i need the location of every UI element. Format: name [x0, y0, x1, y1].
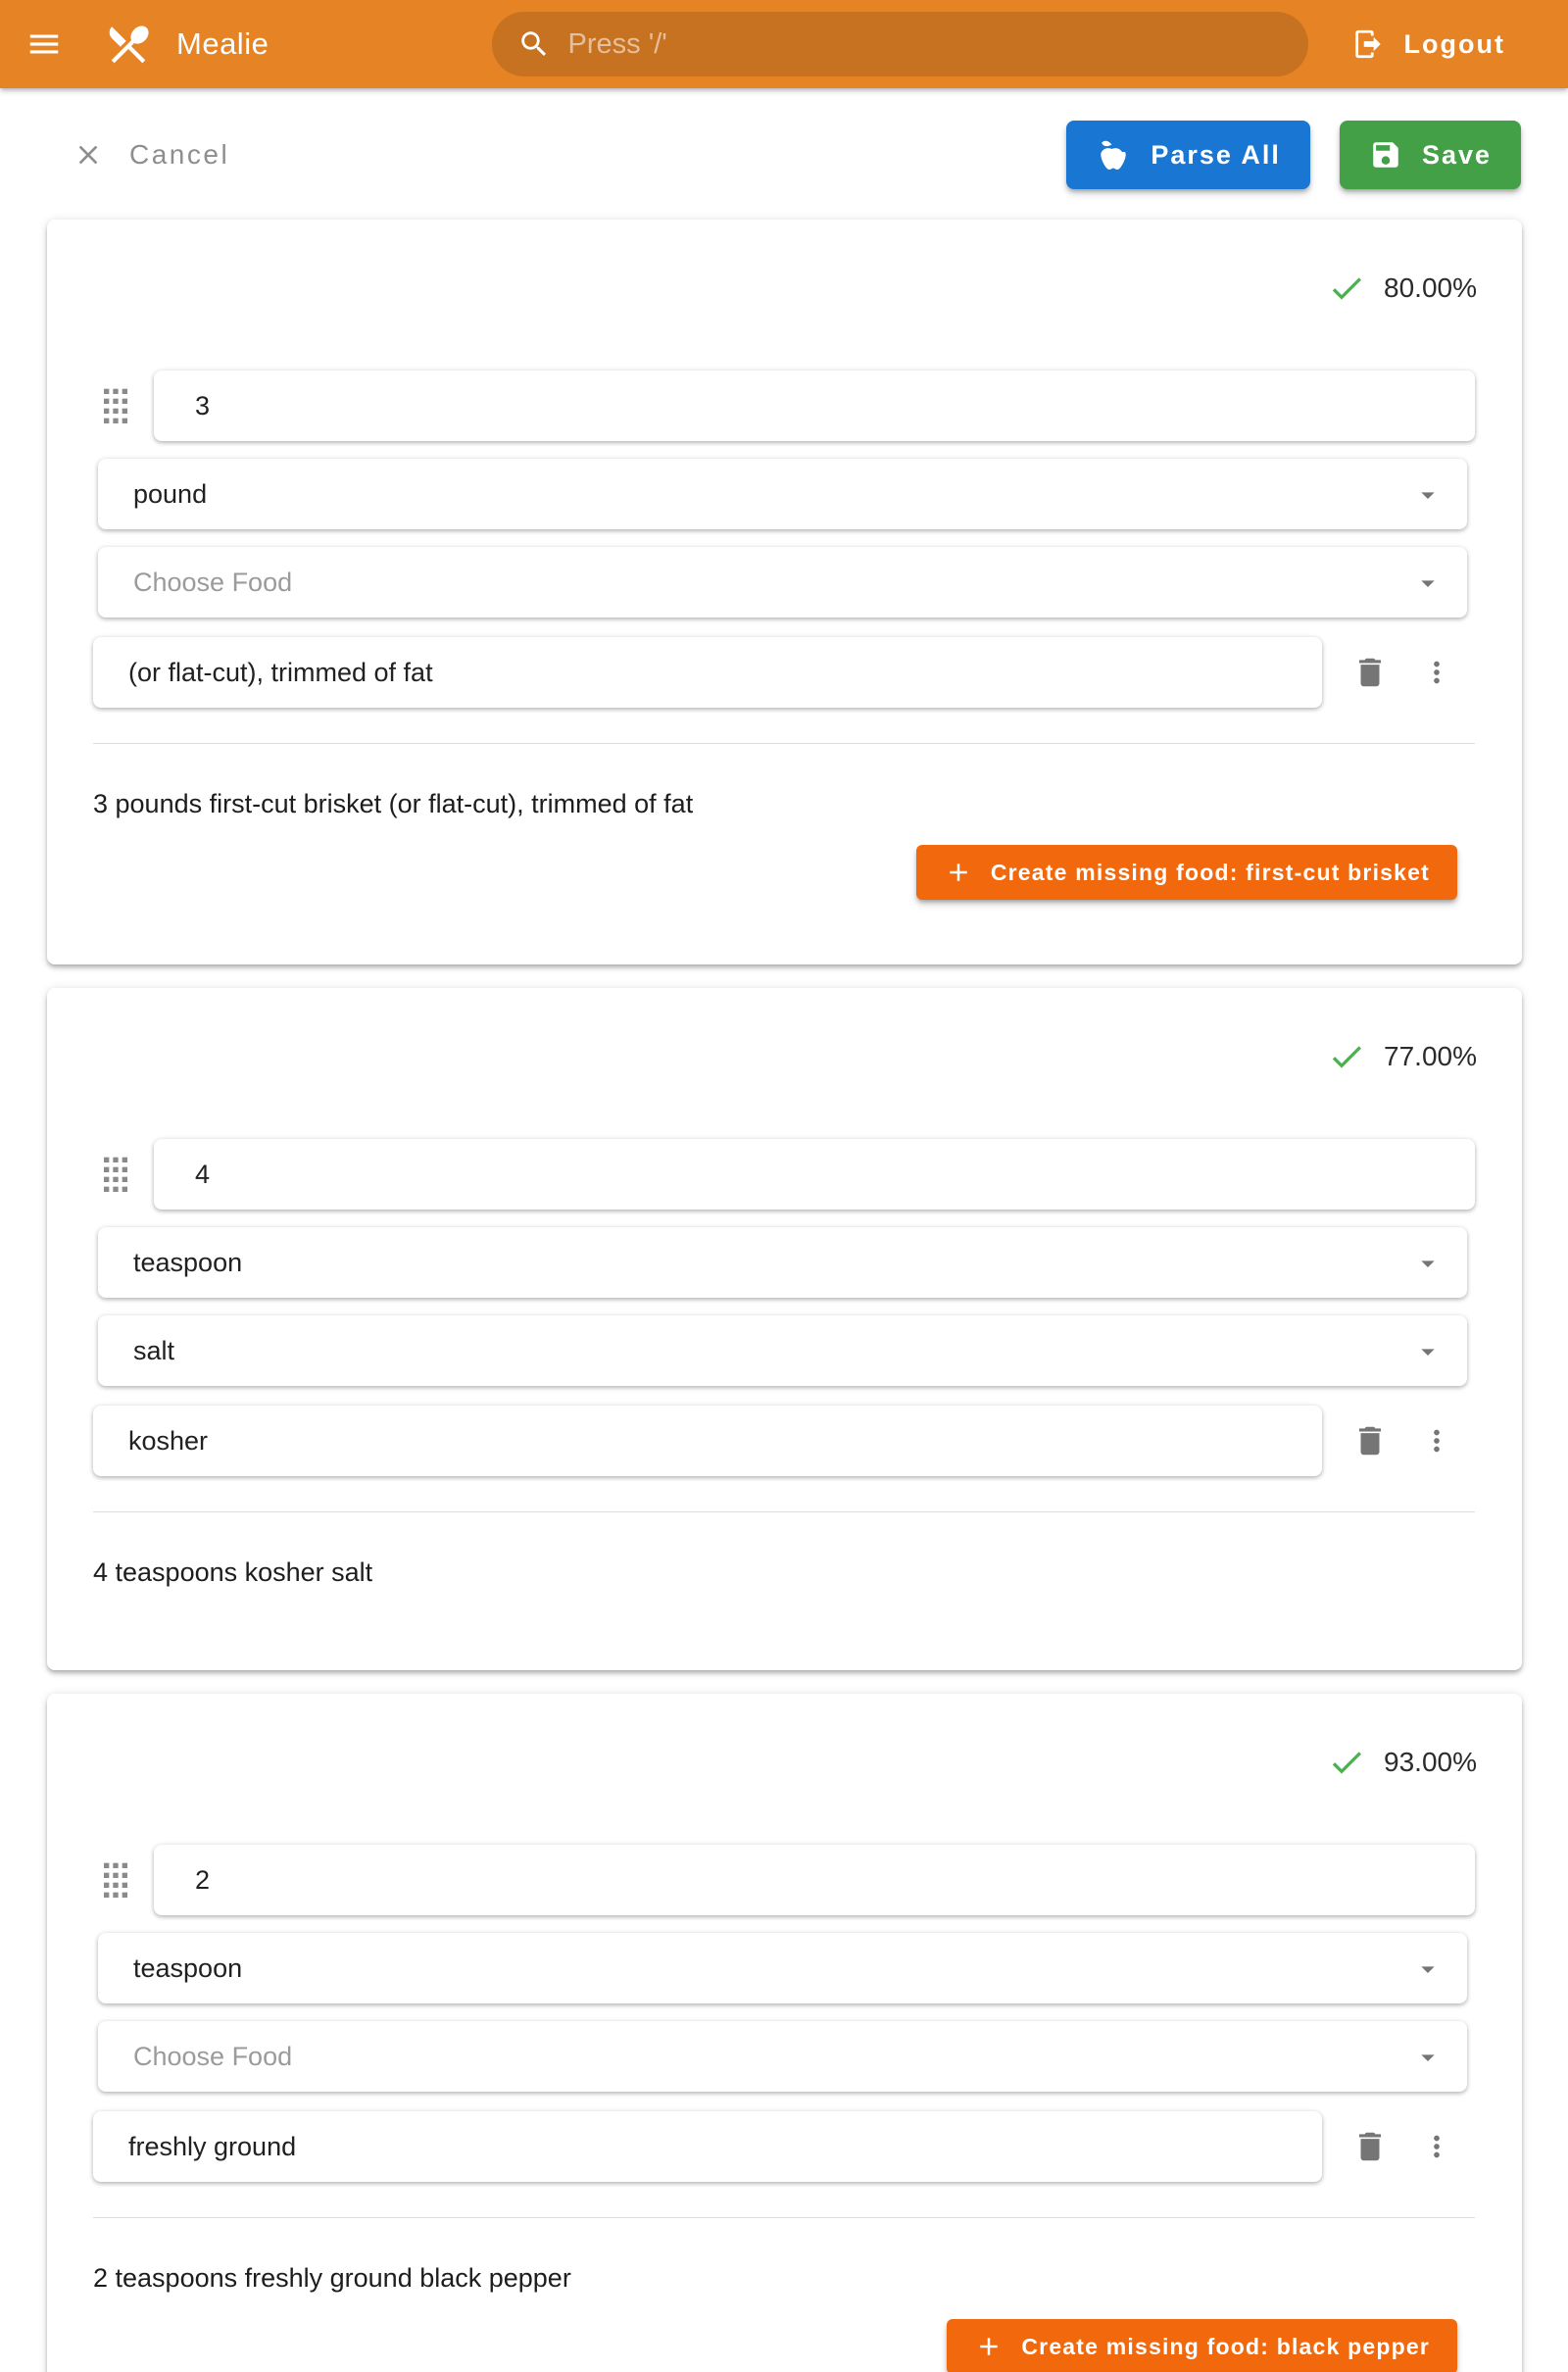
food-value: salt	[133, 1335, 175, 1365]
chevron-down-icon[interactable]	[1412, 568, 1444, 599]
ingredient-card-1	[47, 220, 1522, 964]
food-select-row	[98, 1315, 1467, 1386]
note-input[interactable]	[93, 637, 1322, 708]
unit-select[interactable]	[98, 459, 1467, 529]
create-food-row	[47, 845, 1457, 964]
more-options-button[interactable]	[1420, 2130, 1453, 2163]
unit-value: pound	[133, 478, 208, 509]
food-placeholder: Choose Food	[133, 567, 293, 597]
confidence-row	[47, 988, 1522, 1076]
confidence-row	[47, 1694, 1522, 1782]
unit-select[interactable]	[98, 1933, 1467, 2003]
more-options-button[interactable]	[1420, 656, 1453, 689]
chevron-down-icon[interactable]	[1412, 2042, 1444, 2073]
check-icon	[1327, 1037, 1366, 1076]
chevron-down-icon[interactable]	[1412, 479, 1444, 511]
search-icon	[517, 27, 551, 61]
search-input[interactable]	[568, 28, 1283, 61]
apple-icon	[1096, 137, 1131, 173]
original-ingredient-text: 3 pounds first-cut brisket (or flat-cut), trimmed of fat	[93, 789, 694, 818]
mealie-logo-icon[interactable]	[104, 20, 153, 69]
parse-all-button[interactable]	[1066, 121, 1310, 189]
unit-select[interactable]	[98, 1227, 1467, 1298]
delete-ingredient-button[interactable]	[1351, 654, 1389, 691]
note-input[interactable]	[93, 2111, 1322, 2182]
note-row	[93, 1406, 1453, 1476]
logout-label: Logout	[1403, 28, 1505, 59]
ingredient-card-3	[47, 1694, 1522, 2372]
search-bar[interactable]	[492, 12, 1308, 76]
cancel-label: Cancel	[129, 139, 230, 170]
save-label: Save	[1421, 139, 1492, 170]
unit-select-row	[98, 1227, 1467, 1298]
confidence-value: 77.00%	[1384, 1041, 1477, 1071]
parser-toolbar	[0, 120, 1568, 190]
menu-icon[interactable]	[25, 25, 63, 63]
confidence-value: 93.00%	[1384, 1747, 1477, 1777]
parse-all-label: Parse All	[1151, 139, 1281, 170]
drag-handle-icon[interactable]	[101, 1155, 130, 1194]
cancel-button[interactable]	[73, 139, 229, 171]
card-divider	[93, 1511, 1475, 1512]
unit-select-row	[98, 1933, 1467, 2003]
quantity-input[interactable]	[154, 371, 1475, 441]
create-missing-food-button[interactable]	[947, 2319, 1457, 2372]
app-title: Mealie	[176, 26, 270, 61]
unit-value: teaspoon	[133, 1952, 243, 1983]
food-select-row	[98, 2021, 1467, 2092]
app-bar	[0, 0, 1568, 88]
quantity-row	[101, 1845, 1475, 1915]
card-divider	[93, 2217, 1475, 2218]
save-icon	[1369, 138, 1402, 172]
logout-button[interactable]	[1351, 27, 1505, 61]
plus-icon	[974, 2332, 1004, 2361]
chevron-down-icon[interactable]	[1412, 1248, 1444, 1279]
food-select[interactable]	[98, 547, 1467, 618]
original-ingredient-text: 2 teaspoons freshly ground black pepper	[93, 2263, 571, 2293]
food-placeholder: Choose Food	[133, 2041, 293, 2071]
note-input[interactable]	[93, 1406, 1322, 1476]
quantity-input[interactable]	[154, 1139, 1475, 1210]
create-missing-food-button[interactable]	[916, 845, 1457, 900]
food-select[interactable]	[98, 1315, 1467, 1386]
confidence-row	[47, 220, 1522, 308]
note-row	[93, 2111, 1453, 2182]
food-select[interactable]	[98, 2021, 1467, 2092]
drag-handle-icon[interactable]	[101, 1860, 130, 1900]
check-icon	[1327, 269, 1366, 308]
plus-icon	[944, 858, 973, 887]
quantity-input[interactable]	[154, 1845, 1475, 1915]
chevron-down-icon[interactable]	[1412, 1953, 1444, 1985]
create-missing-food-label: Create missing food: black pepper	[1021, 2333, 1430, 2359]
delete-ingredient-button[interactable]	[1351, 2128, 1389, 2165]
chevron-down-icon[interactable]	[1412, 1336, 1444, 1367]
create-missing-food-label: Create missing food: first-cut brisket	[990, 859, 1430, 885]
quantity-row	[101, 371, 1475, 441]
note-row	[93, 637, 1453, 708]
create-food-row	[47, 2319, 1457, 2372]
unit-value: teaspoon	[133, 1247, 243, 1277]
unit-select-row	[98, 459, 1467, 529]
save-button[interactable]	[1340, 121, 1521, 189]
ingredient-card-2	[47, 988, 1522, 1670]
food-select-row	[98, 547, 1467, 618]
delete-ingredient-button[interactable]	[1351, 1422, 1389, 1459]
original-ingredient-text: 4 teaspoons kosher salt	[93, 1557, 373, 1587]
more-options-button[interactable]	[1420, 1424, 1453, 1458]
quantity-row	[101, 1139, 1475, 1210]
drag-handle-icon[interactable]	[101, 386, 130, 425]
card-divider	[93, 743, 1475, 744]
check-icon	[1327, 1743, 1366, 1782]
confidence-value: 80.00%	[1384, 272, 1477, 303]
logout-icon	[1351, 27, 1385, 61]
close-icon	[73, 139, 104, 171]
